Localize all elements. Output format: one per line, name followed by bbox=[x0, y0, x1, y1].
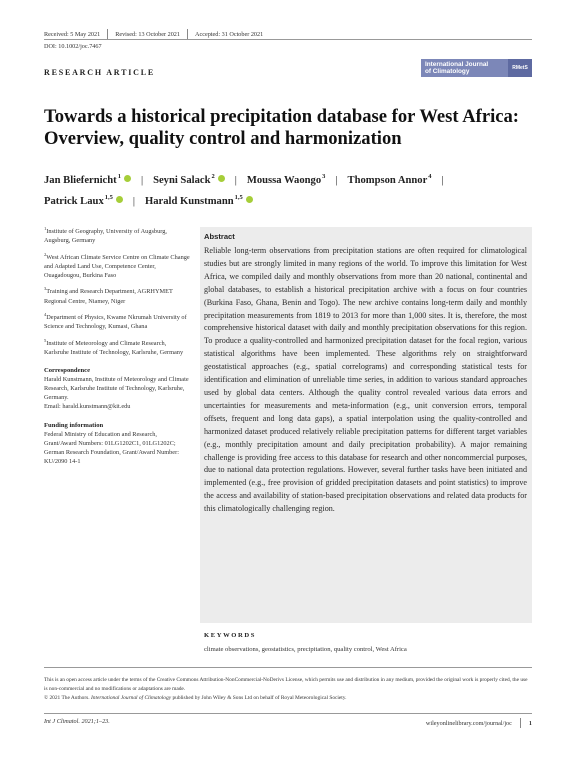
author-separator: | bbox=[234, 175, 237, 186]
affiliation: $^5$Institute of Meteorology and Climate Research, Karlsruhe Institute of Technology, Karlsruhe, Germany bbox=[44, 337, 184, 356]
footer-divider bbox=[520, 718, 521, 728]
author[interactable]: Thompson Annor$^4$ bbox=[347, 173, 432, 186]
copyright-text: © 2021 The Authors. International Journal of Climatology published by John Wiley & Sons Ltd on behalf of Royal Meteorological Society. bbox=[44, 695, 347, 702]
footer-right bbox=[426, 718, 532, 728]
page-number: 1 bbox=[528, 719, 532, 727]
author[interactable]: Patrick Laux$^{1,5}$ bbox=[44, 196, 123, 207]
license-text: This is an open access article under the terms of the Creative Commons Attribution-NonCommercial-NoDerivs License, which permits use and distribution in any medium, provided the original work is properly cited, the use is non-commercial and no modifications or adaptations are made. bbox=[44, 677, 528, 693]
orcid-icon[interactable] bbox=[246, 196, 253, 203]
author[interactable]: Seyni Salack$^2$ bbox=[153, 175, 225, 186]
orcid-icon[interactable] bbox=[218, 175, 225, 182]
journal-url[interactable]: wileyonlinelibrary.com/journal/joc bbox=[425, 719, 512, 727]
journal-logo-text: International Journal of Climatology bbox=[425, 61, 489, 75]
affiliations-column bbox=[44, 224, 190, 466]
article-type: RESEARCH ARTICLE bbox=[44, 68, 155, 77]
keywords-text: climate observations, geostatistics, precipitation, quality control, West Africa bbox=[204, 646, 407, 653]
author-separator: | bbox=[132, 196, 135, 207]
abstract-box bbox=[200, 227, 532, 623]
author-separator: | bbox=[335, 175, 338, 186]
affiliation: $^2$West African Climate Service Centre on Climate Change and Adapted Land Use, Competence Center, Ouagadougou, Burkina Faso bbox=[44, 251, 190, 279]
accepted-date: Accepted: 31 October 2021 bbox=[195, 31, 264, 38]
affiliation: $^1$Institute of Geography, University of Augsburg, Augsburg, Germany bbox=[44, 226, 167, 245]
author-list bbox=[44, 168, 544, 210]
affiliation: $^4$Department of Physics, Kwame Nkrumah University of Science and Technology, Kumasi, Ghana bbox=[44, 312, 187, 331]
journal-logo[interactable] bbox=[421, 59, 532, 77]
paper-title: Towards a historical precipitation database for West Africa: Overview, quality control and harmonization bbox=[44, 106, 519, 149]
journal-citation: Int J Climatol. 2021;1–23. bbox=[44, 718, 110, 725]
doi[interactable]: DOI: 10.1002/joc.7467 bbox=[44, 43, 102, 50]
correspondence-address: Harald Kunstmann, Institute of Meteorology and Climate Research, Karlsruhe Institute of Technology, Karlsruhe, Germany. bbox=[44, 376, 189, 402]
footer-rule bbox=[44, 713, 532, 714]
author-separator: | bbox=[140, 175, 144, 186]
affiliation: $^3$Training and Research Department, AGRHYMET Regional Centre, Niamey, Niger bbox=[44, 286, 173, 305]
funding-text: Federal Ministry of Education and Research, Grant/Award Numbers: 01LG1202C1, 01LG1202C; German Research Foundation, Grant/Award Number: KU/2090 14-1 bbox=[44, 430, 179, 465]
orcid-icon[interactable] bbox=[116, 196, 123, 203]
author-separator: | bbox=[441, 175, 444, 186]
header-rule bbox=[44, 39, 532, 40]
license-rule bbox=[44, 667, 532, 668]
correspondence-email[interactable]: Email: harald.kunstmann@kit.edu bbox=[44, 403, 131, 411]
author[interactable]: Harald Kunstmann$^{1,5}$ bbox=[145, 196, 253, 207]
correspondence-heading: Correspondence bbox=[44, 367, 91, 375]
received-date: Received: 5 May 2021 bbox=[44, 31, 101, 38]
license-block bbox=[44, 676, 532, 703]
rmets-badge: RMetS bbox=[508, 59, 532, 77]
abstract-text: Reliable long-term observations from precipitation stations are often required for climatological studies but are strongly limited in many regions of the world. To improve this limitation for West Africa, we compiled daily and monthly observations from more than 20 national, continental and global databases, to establish a historical precipitation archive with a focus on four countries (Burkina Faso, Ghana, Benin and Togo). The new archive contains long-term daily and monthly precipitation measurements from 1819 to 2013 for more than 1,000 sites. It is, therefore, the most comprehensive historical dataset with daily and monthly precipitation observations for this region. To produce a quality-controlled and harmonized precipitation dataset for the focal region, various statistical algorithms have been implemented. These algorithms rely on straightforward geostatistical approaches (e.g., spatial correlograms) and corresponding statistical tests for identification and elimination of unreliable time series, in addition to various standard approaches used by global data centers. Although the quality control revealed various data errors and uncertainties for measurements and meta-information (e.g., unit conversion errors, temporal offsets, frequent and long data gaps), a spatial interpolation using the quality-controlled and harmonized dataset produced relatively reliable precipitation patterns for different target variables (e.g., monthly precipitation amount and daily precipitation probability). A major remaining challenge is providing free access to this database for research and other noncommercial purposes, due to national data protection regulations. However, several further tasks have been initiated and implemented (e.g., free provision of gridded precipitation datasets and point statistics) to improve the access and availability of station-based precipitation observations and related data products for this climatologically challenging region. bbox=[204, 246, 527, 514]
funding-heading: Funding information bbox=[44, 421, 104, 429]
author[interactable]: Moussa Waongo$^3$ bbox=[246, 173, 326, 186]
abstract-heading: Abstract bbox=[204, 232, 235, 241]
keywords-heading: KEYWORDS bbox=[204, 632, 257, 639]
revised-date: Revised: 13 October 2021 bbox=[115, 31, 180, 38]
author[interactable]: Jan Bliefernicht$^1$ bbox=[44, 175, 131, 186]
orcid-icon[interactable] bbox=[124, 175, 131, 182]
